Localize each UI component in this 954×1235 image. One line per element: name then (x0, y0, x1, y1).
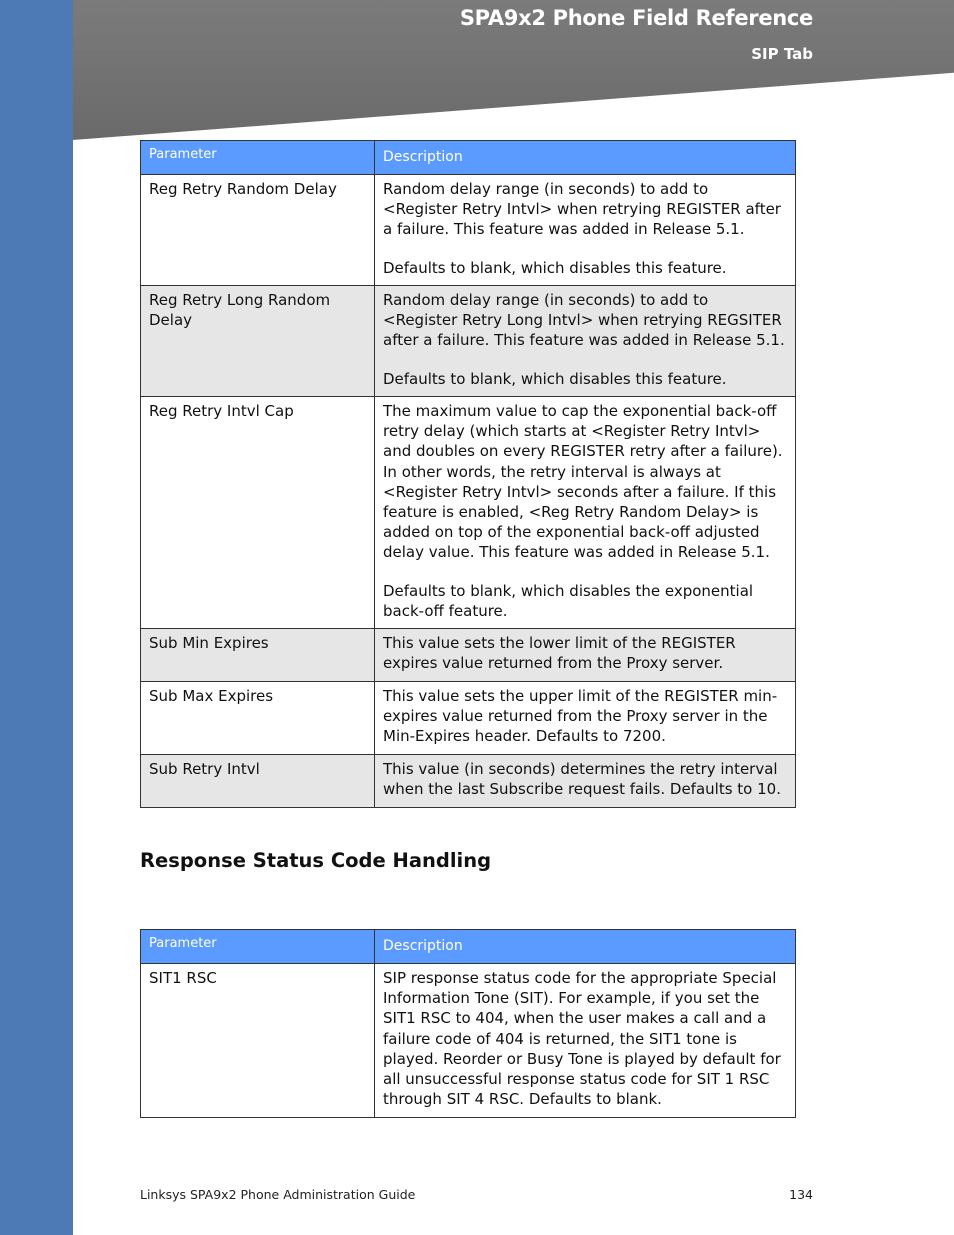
table-row (141, 175, 796, 286)
page-subtitle: SIP Tab (751, 45, 813, 63)
parameter-cell: Reg Retry Intvl Cap (141, 397, 375, 629)
description-text: This value sets the upper limit of the REGISTER min-expires value returned from the Proxy server in the Min-Expires header. Defaults to 7200. (383, 687, 778, 746)
description-cell (375, 286, 796, 397)
description-text: This value (in seconds) determines the retry interval when the last Subscribe request fails. Defaults to 10. (383, 760, 781, 799)
field-reference-table-1 (140, 140, 796, 808)
description-cell (375, 682, 796, 755)
footer-page-number: 134 (789, 1187, 813, 1202)
table-header-row (141, 930, 796, 964)
footer-guide-title: Linksys SPA9x2 Phone Administration Guide (140, 1187, 416, 1202)
table-row (141, 286, 796, 397)
parameter-cell: SIT1 RSC (141, 964, 375, 1118)
description-text: Defaults to blank, which disables this feature. (383, 369, 727, 388)
description-text: Random delay range (in seconds) to add to <Register Retry Intvl> when retrying REGISTER after a failure. This feature was added in Release 5.1. (383, 180, 781, 239)
description-cell (375, 964, 796, 1118)
table-row (141, 629, 796, 682)
table-row (141, 964, 796, 1118)
description-cell (375, 629, 796, 682)
description-text: This value sets the lower limit of the REGISTER expires value returned from the Proxy server. (383, 634, 736, 673)
column-header-description: Description (375, 930, 796, 964)
side-bar (0, 0, 73, 1235)
description-text: SIP response status code for the appropriate Special Information Tone (SIT). For example, if you set the SIT1 RSC to 404, when the user makes a call and a failure code of 404 is returned, the SIT1 tone is played. Reorder or Busy Tone is played by default for all unsuccessful response status code for SIT 1 RSC through SIT 4 RSC. Defaults to blank. (383, 969, 781, 1109)
description-cell (375, 755, 796, 808)
table-row (141, 755, 796, 808)
column-header-parameter: Parameter (141, 141, 375, 175)
table-header-row (141, 141, 796, 175)
field-reference-table-2 (140, 929, 796, 1118)
table-row (141, 682, 796, 755)
description-text: Defaults to blank, which disables this feature. (383, 258, 727, 277)
page-title: SPA9x2 Phone Field Reference (459, 6, 813, 30)
column-header-description: Description (375, 141, 796, 175)
column-header-parameter: Parameter (141, 930, 375, 964)
section-heading: Response Status Code Handling (140, 849, 492, 872)
parameter-cell: Sub Retry Intvl (141, 755, 375, 808)
parameter-cell: Reg Retry Random Delay (141, 175, 375, 286)
parameter-cell: Sub Min Expires (141, 629, 375, 682)
parameter-cell: Sub Max Expires (141, 682, 375, 755)
parameter-cell: Reg Retry Long Random Delay (141, 286, 375, 397)
description-text: Defaults to blank, which disables the exponential back-off feature. (383, 581, 754, 620)
description-cell (375, 397, 796, 629)
description-cell (375, 175, 796, 286)
description-text: The maximum value to cap the exponential back-off retry delay (which starts at <Register Retry Intvl> and doubles on every REGISTER retry after a failure). In other words, the retry interval is always at <Register Retry Intvl> seconds after a failure. If this feature is enabled, <Reg Retry Random Delay> is added on top of the exponential back-off adjusted delay value. This feature was added in Release 5.1. (383, 402, 783, 562)
table-row (141, 397, 796, 629)
description-text: Random delay range (in seconds) to add to <Register Retry Long Intvl> when retrying REGSITER after a failure. This feature was added in Release 5.1. (383, 291, 785, 350)
